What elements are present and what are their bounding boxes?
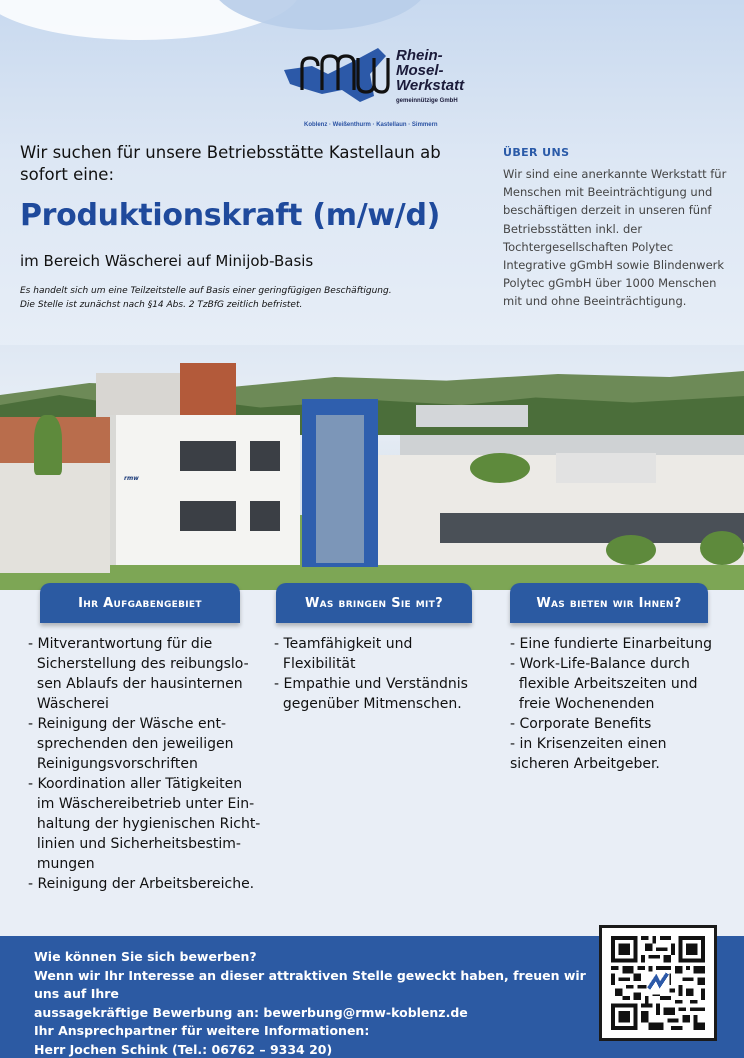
about-text: Wir sind eine anerkannte Werkstatt für Menschen mit Beeinträchtigung und beschäftigen derzeit in unseren fünf Betriebsstätten inkl. der Tochtergesellschaften Polytec Integrative gGmbH sowie Blindenwerk Polytec gGmbH über 1000 Menschen mit und ohne Beeinträchtigung. bbox=[503, 167, 727, 309]
company-logo bbox=[282, 38, 482, 134]
section-header-requirements: Was bringen Sie mit? bbox=[276, 583, 472, 623]
list-item: haltung der hygienischen Richt- bbox=[28, 816, 261, 832]
list-item: sen Ablaufs der hausinternen bbox=[28, 676, 243, 692]
list-item: Wäscherei bbox=[28, 696, 109, 712]
job-note bbox=[20, 284, 480, 312]
job-subtitle: im Bereich Wäscherei auf Minijob-Basis bbox=[20, 252, 314, 270]
footer-line: Wie können Sie sich bewerben? bbox=[34, 949, 257, 964]
footer-line[interactable]: aussagekräftige Bewerbung an: bewerbung@rmw-koblenz.de bbox=[34, 1004, 468, 1020]
qr-code-icon bbox=[610, 936, 706, 1030]
intro-text: Wir suchen für unsere Betriebsstätte Kastellaun ab sofort eine: bbox=[20, 143, 441, 184]
list-item: linien und Sicherheitsbestim- bbox=[28, 836, 241, 852]
list-item: - Teamfähigkeit und bbox=[274, 636, 413, 652]
qr-code[interactable] bbox=[599, 925, 717, 1041]
list-item: freie Wochenenden bbox=[510, 696, 655, 712]
building-sign: rmw bbox=[124, 475, 139, 482]
list-item: flexible Arbeitszeiten und bbox=[510, 676, 698, 692]
section-header-benefits: Was bieten wir Ihnen? bbox=[510, 583, 708, 623]
footer-line: Herr Jochen Schink (Tel.: 06762 – 9334 20) bbox=[34, 1041, 333, 1057]
list-item: - Work-Life-Balance durch bbox=[510, 656, 690, 672]
list-item: Sicherstellung des reibungslo- bbox=[28, 656, 249, 672]
logo-locations: Koblenz · Weißenthurm · Kastellaun · Simmern bbox=[304, 122, 438, 128]
list-item: - Mitverantwortung für die bbox=[28, 636, 213, 652]
list-item: - Reinigung der Wäsche ent- bbox=[28, 716, 227, 732]
list-item: - Empathie und Verständnis bbox=[274, 676, 468, 692]
list-item: - in Krisenzeiten einen bbox=[510, 736, 667, 752]
list-item: - Koordination aller Tätigkeiten bbox=[28, 776, 243, 792]
requirements-list bbox=[274, 634, 484, 714]
job-title: Produktionskraft (m/w/d) bbox=[20, 198, 441, 233]
note-line: Es handelt sich um eine Teilzeitstelle auf Basis einer geringfügigen Beschäftigung. bbox=[20, 286, 392, 296]
list-item: gegenüber Mitmenschen. bbox=[274, 696, 462, 712]
list-item: - Corporate Benefits bbox=[510, 716, 652, 732]
list-item: - Eine fundierte Einarbeitung bbox=[510, 636, 713, 652]
list-item: Reinigungsvorschriften bbox=[28, 756, 198, 772]
note-line: Die Stelle ist zunächst nach §14 Abs. 2 TzBfG zeitlich befristet. bbox=[20, 300, 303, 310]
tasks-list bbox=[28, 634, 261, 894]
list-item: mungen bbox=[28, 856, 95, 872]
benefits-list bbox=[510, 634, 735, 774]
footer-line: Ihr Ansprechpartner für weitere Informationen: bbox=[34, 1023, 370, 1038]
logo-gmbh: gemeinnützige GmbH bbox=[396, 98, 458, 104]
section-header-tasks: Ihr Aufgabengebiet bbox=[40, 583, 240, 623]
footer-line: Wenn wir Ihr Interesse an dieser attraktiven Stelle geweckt haben, freuen wir uns auf Ihre bbox=[34, 967, 586, 1001]
about-heading: ÜBER UNS bbox=[503, 146, 570, 159]
list-item: - Reinigung der Arbeitsbereiche. bbox=[28, 876, 255, 892]
about-us bbox=[503, 146, 733, 311]
building-photo bbox=[0, 345, 744, 590]
application-info bbox=[34, 948, 604, 1058]
list-item: sicheren Arbeitgeber. bbox=[510, 756, 660, 772]
list-item: im Wäschereibetrieb unter Ein- bbox=[28, 796, 255, 812]
list-item: sprechenden den jeweiligen bbox=[28, 736, 234, 752]
logo-wordmark: Rhein- Mosel- Werkstatt bbox=[396, 47, 465, 94]
list-item: Flexibilität bbox=[274, 656, 356, 672]
rmw-logo-icon bbox=[282, 44, 392, 104]
